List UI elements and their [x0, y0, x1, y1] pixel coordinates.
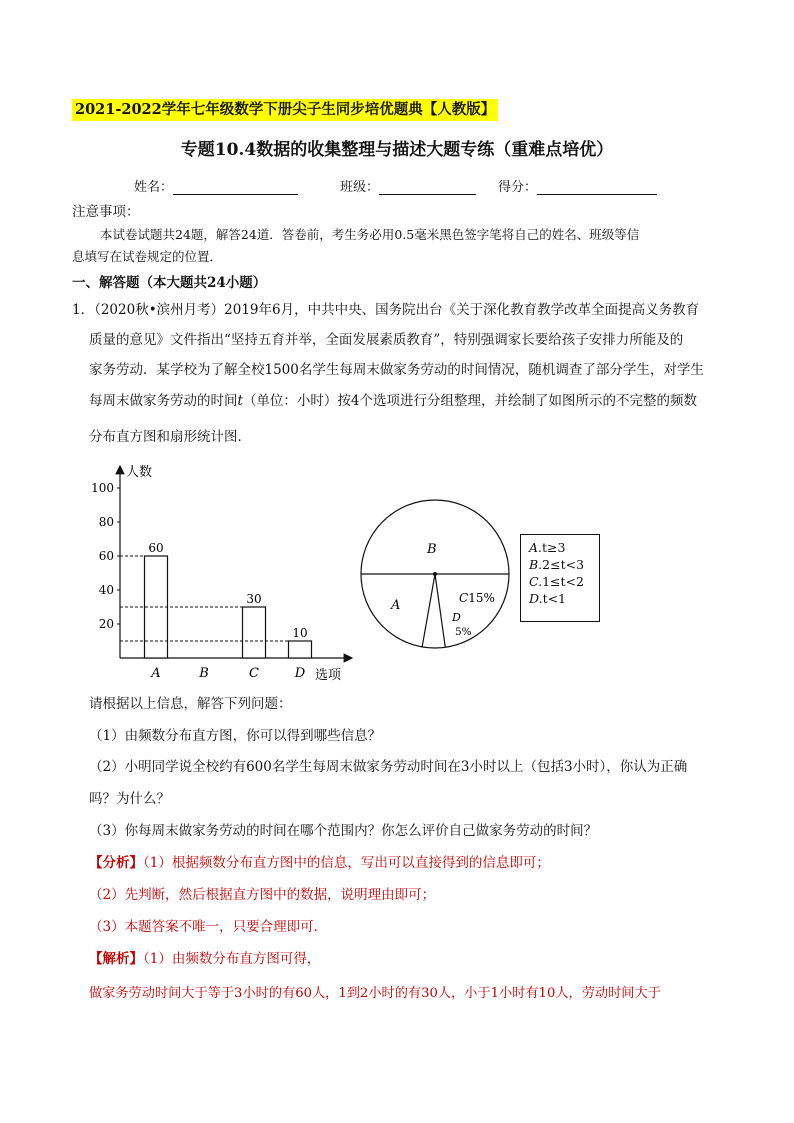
solution-line2: 做家务劳动时间大于等于3小时的有60人，1到2小时的有30人，小于1小时有10人，劳动时间大于 — [89, 986, 661, 1001]
score-label: 得分： — [498, 180, 538, 195]
score-field — [498, 176, 657, 195]
value-label-c: 30 — [246, 592, 262, 606]
y-tick-label: 60 — [98, 549, 114, 563]
notice-line2: 息填写在试卷规定的位置． — [72, 249, 223, 264]
notice-line1: 本试卷试题共24题，解答24道．答卷前，考生务必用0.5毫米黑色签字笔将自己的姓名、班级等信 — [100, 227, 640, 242]
y-tick-label: 40 — [98, 583, 114, 597]
pie-center — [433, 572, 437, 576]
category-label-d: D — [294, 666, 306, 681]
class-blank — [379, 180, 476, 195]
pie-label-d-pct: 5% — [455, 626, 472, 638]
legend-cond: t<1 — [542, 591, 567, 606]
solution-tag: 【解析】 — [89, 951, 143, 967]
subq-2-line1: （2）小明同学说全校约有600名学生每周末做家务劳动时间在3小时以上（包括3小时），你认为正确 — [89, 759, 688, 775]
category-label-a: A — [151, 666, 161, 681]
legend-cond: 2≤t<3 — [542, 557, 585, 572]
pie-label-c — [459, 591, 495, 605]
value-label-d: 10 — [292, 626, 308, 640]
legend-item-b — [529, 556, 599, 573]
q1-line1: 1．（2020秋•滨州月考）2019年6月，中共中央、国务院出台《关于深化教育教学改革全面提高义务教育 — [72, 302, 700, 318]
category-labels — [150, 666, 305, 681]
name-label: 姓名： — [134, 180, 174, 195]
analysis-line2: （2）先判断，然后根据直方图中的数据，说明理由即可； — [89, 887, 436, 903]
y-axis-label: 人数 — [126, 465, 153, 480]
legend-cond: t≥3 — [542, 540, 566, 555]
var-t: t — [237, 393, 243, 409]
legend-item-a — [529, 539, 599, 556]
legend-item-c — [529, 573, 599, 590]
analysis-line1 — [89, 853, 550, 874]
page-title: 专题10.4数据的收集整理与描述大题专练（重难点培优） — [180, 140, 614, 160]
bar-d — [289, 641, 312, 658]
x-axis-label: 选项 — [315, 668, 342, 683]
pie-legend — [520, 534, 600, 622]
subq-1: （1）由频数分布直方图，你可以得到哪些信息？ — [89, 728, 382, 744]
y-tick-label: 20 — [98, 617, 114, 631]
y-tick-label: 80 — [98, 515, 114, 529]
subq-3: （3）你每周末做家务劳动的时间在哪个范围内？你怎么评价自己做家务劳动的时间？ — [89, 823, 598, 839]
header-tag: 2021-2022学年七年级数学下册尖子生同步培优题典【人教版】 — [72, 99, 498, 121]
q1-line3: 家务劳动．某学校为了解全校1500名学生每周末做家务劳动的时间情况，随机调查了部分学生，对学生 — [89, 362, 704, 378]
analysis-line3: （3）本题答案不唯一，只要合理即可． — [89, 919, 328, 935]
legend-key: A. — [529, 540, 543, 555]
subq-2-line2: 吗？为什么？ — [89, 791, 170, 807]
bars — [120, 541, 312, 658]
category-label-c: C — [249, 666, 259, 681]
legend-item-d — [529, 590, 599, 607]
legend-key: D. — [529, 591, 543, 606]
pie-label-d: D — [452, 611, 461, 624]
pie-chart — [355, 494, 515, 654]
y-ticks — [91, 481, 120, 631]
analysis-tag: 【分析】 — [89, 855, 143, 871]
pie-label-b: B — [427, 542, 437, 557]
legend-key: C. — [529, 574, 543, 589]
legend-key: B. — [529, 557, 543, 572]
bar-c — [243, 607, 266, 658]
q1-line2: 质量的意见》文件指出“坚持五育并举，全面发展素质教育”，特别强调家长要给孩子安排力所能及的 — [89, 332, 684, 348]
solution-line1 — [89, 949, 320, 970]
score-blank — [537, 180, 657, 195]
q1-line5: 分布直方图和扇形统计图． — [89, 429, 251, 445]
category-label-b: B — [199, 666, 209, 681]
pie-slices — [361, 500, 509, 648]
q1-line4 — [89, 391, 697, 412]
notice-label: 注意事项： — [72, 204, 140, 220]
pie-label-c-pct: 15% — [468, 591, 495, 605]
y-tick-label: 100 — [91, 481, 114, 495]
class-label: 班级： — [340, 180, 380, 195]
q1-line4b: （单位：小时）按4个选项进行分组整理，并绘制了如图所示的不完整的频数 — [242, 393, 698, 409]
section-header: 一、解答题（本大题共24小题） — [72, 275, 267, 291]
pie-label-c-key: C — [459, 591, 469, 605]
name-blank — [173, 180, 298, 195]
histogram-chart — [80, 458, 360, 690]
value-label-a: 60 — [148, 541, 164, 555]
name-field — [134, 176, 298, 195]
class-field — [340, 176, 476, 195]
solution-text1: （1）由频数分布直方图可得， — [143, 951, 321, 967]
prompt: 请根据以上信息，解答下列问题： — [89, 696, 292, 712]
legend-cond: 1≤t<2 — [542, 574, 584, 589]
q1-line4a: 每周末做家务劳动的时间 — [89, 393, 238, 409]
pie-label-a: A — [391, 598, 401, 613]
analysis-text1: （1）根据频数分布直方图中的信息，写出可以直接得到的信息即可； — [143, 855, 550, 871]
